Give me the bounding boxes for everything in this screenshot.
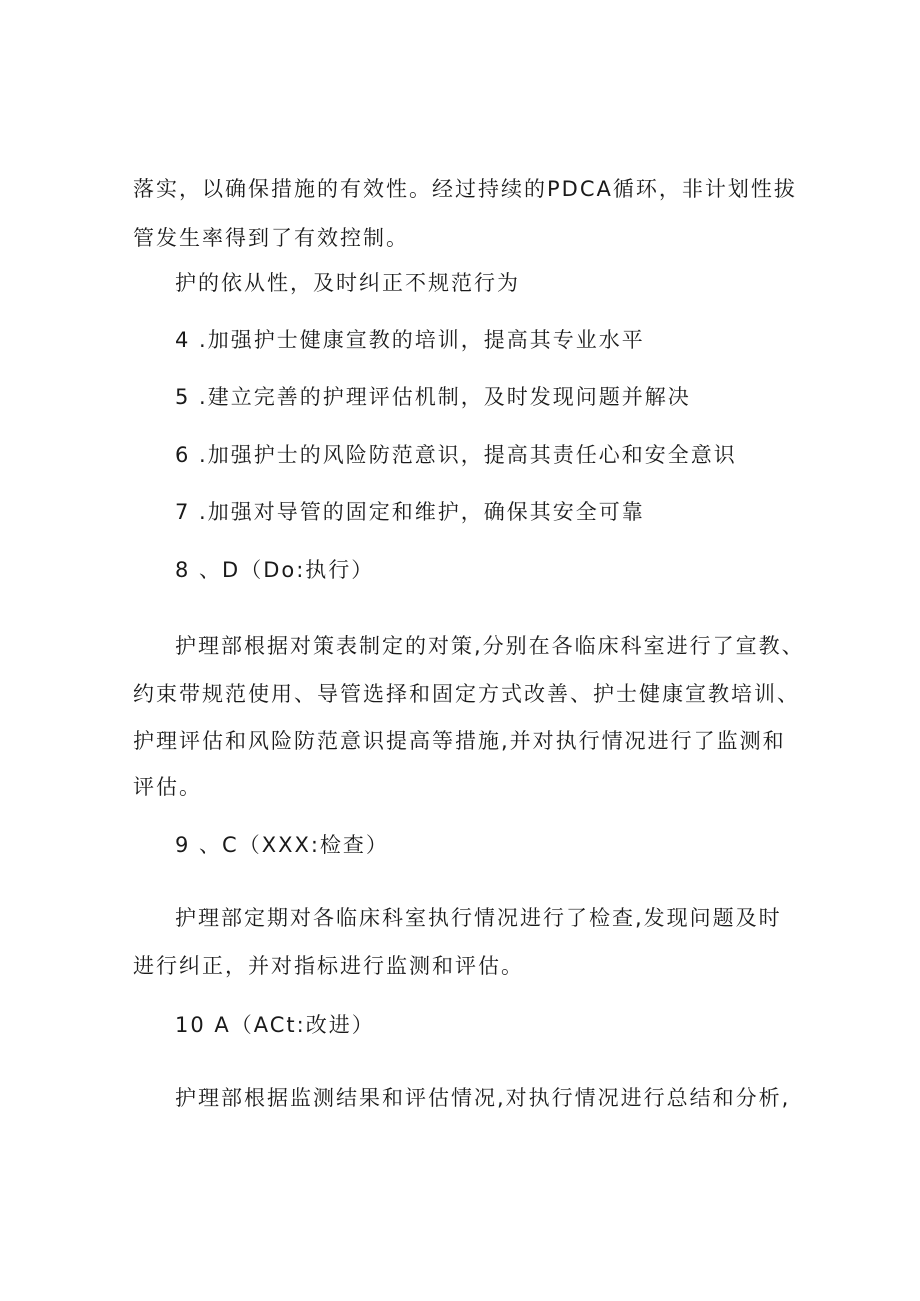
- section-heading: 8 、D（Do:执行）: [175, 558, 375, 582]
- paragraph-line: 护理部根据监测结果和评估情况,对执行情况进行总结和分析,: [175, 1086, 791, 1110]
- paragraph-line: 护理部定期对各临床科室执行情况进行了检查,发现问题及时: [175, 906, 782, 930]
- list-item: 5 .建立完善的护理评估机制，及时发现问题并解决: [175, 385, 691, 409]
- section-heading: 10 A（ACt:改进）: [175, 1013, 375, 1037]
- paragraph-line: 管发生率得到了有效控制。: [133, 226, 409, 250]
- paragraph-line: 落实，以确保措施的有效性。经过持续的PDCA循环，非计划性拔: [133, 177, 797, 201]
- section-heading: 9 、C（XXX:检查）: [175, 833, 389, 857]
- list-item: 4 .加强护士健康宣教的培训，提高其专业水平: [175, 328, 645, 352]
- paragraph-line: 进行纠正，并对指标进行监测和评估。: [133, 954, 524, 978]
- list-item: 6 .加强护士的风险防范意识，提高其责任心和安全意识: [175, 443, 737, 467]
- paragraph-line: 护的依从性，及时纠正不规范行为: [175, 271, 520, 295]
- list-item: 7 .加强对导管的固定和维护，确保其安全可靠: [175, 500, 645, 524]
- paragraph-line: 护理部根据对策表制定的对策,分别在各临床科室进行了宣教、: [175, 634, 805, 658]
- paragraph-line: 护理评估和风险防范意识提高等措施,并对执行情况进行了监测和: [133, 729, 786, 753]
- paragraph-line: 评估。: [133, 775, 202, 799]
- paragraph-line: 约束带规范使用、导管选择和固定方式改善、护士健康宣教培训、: [133, 682, 800, 706]
